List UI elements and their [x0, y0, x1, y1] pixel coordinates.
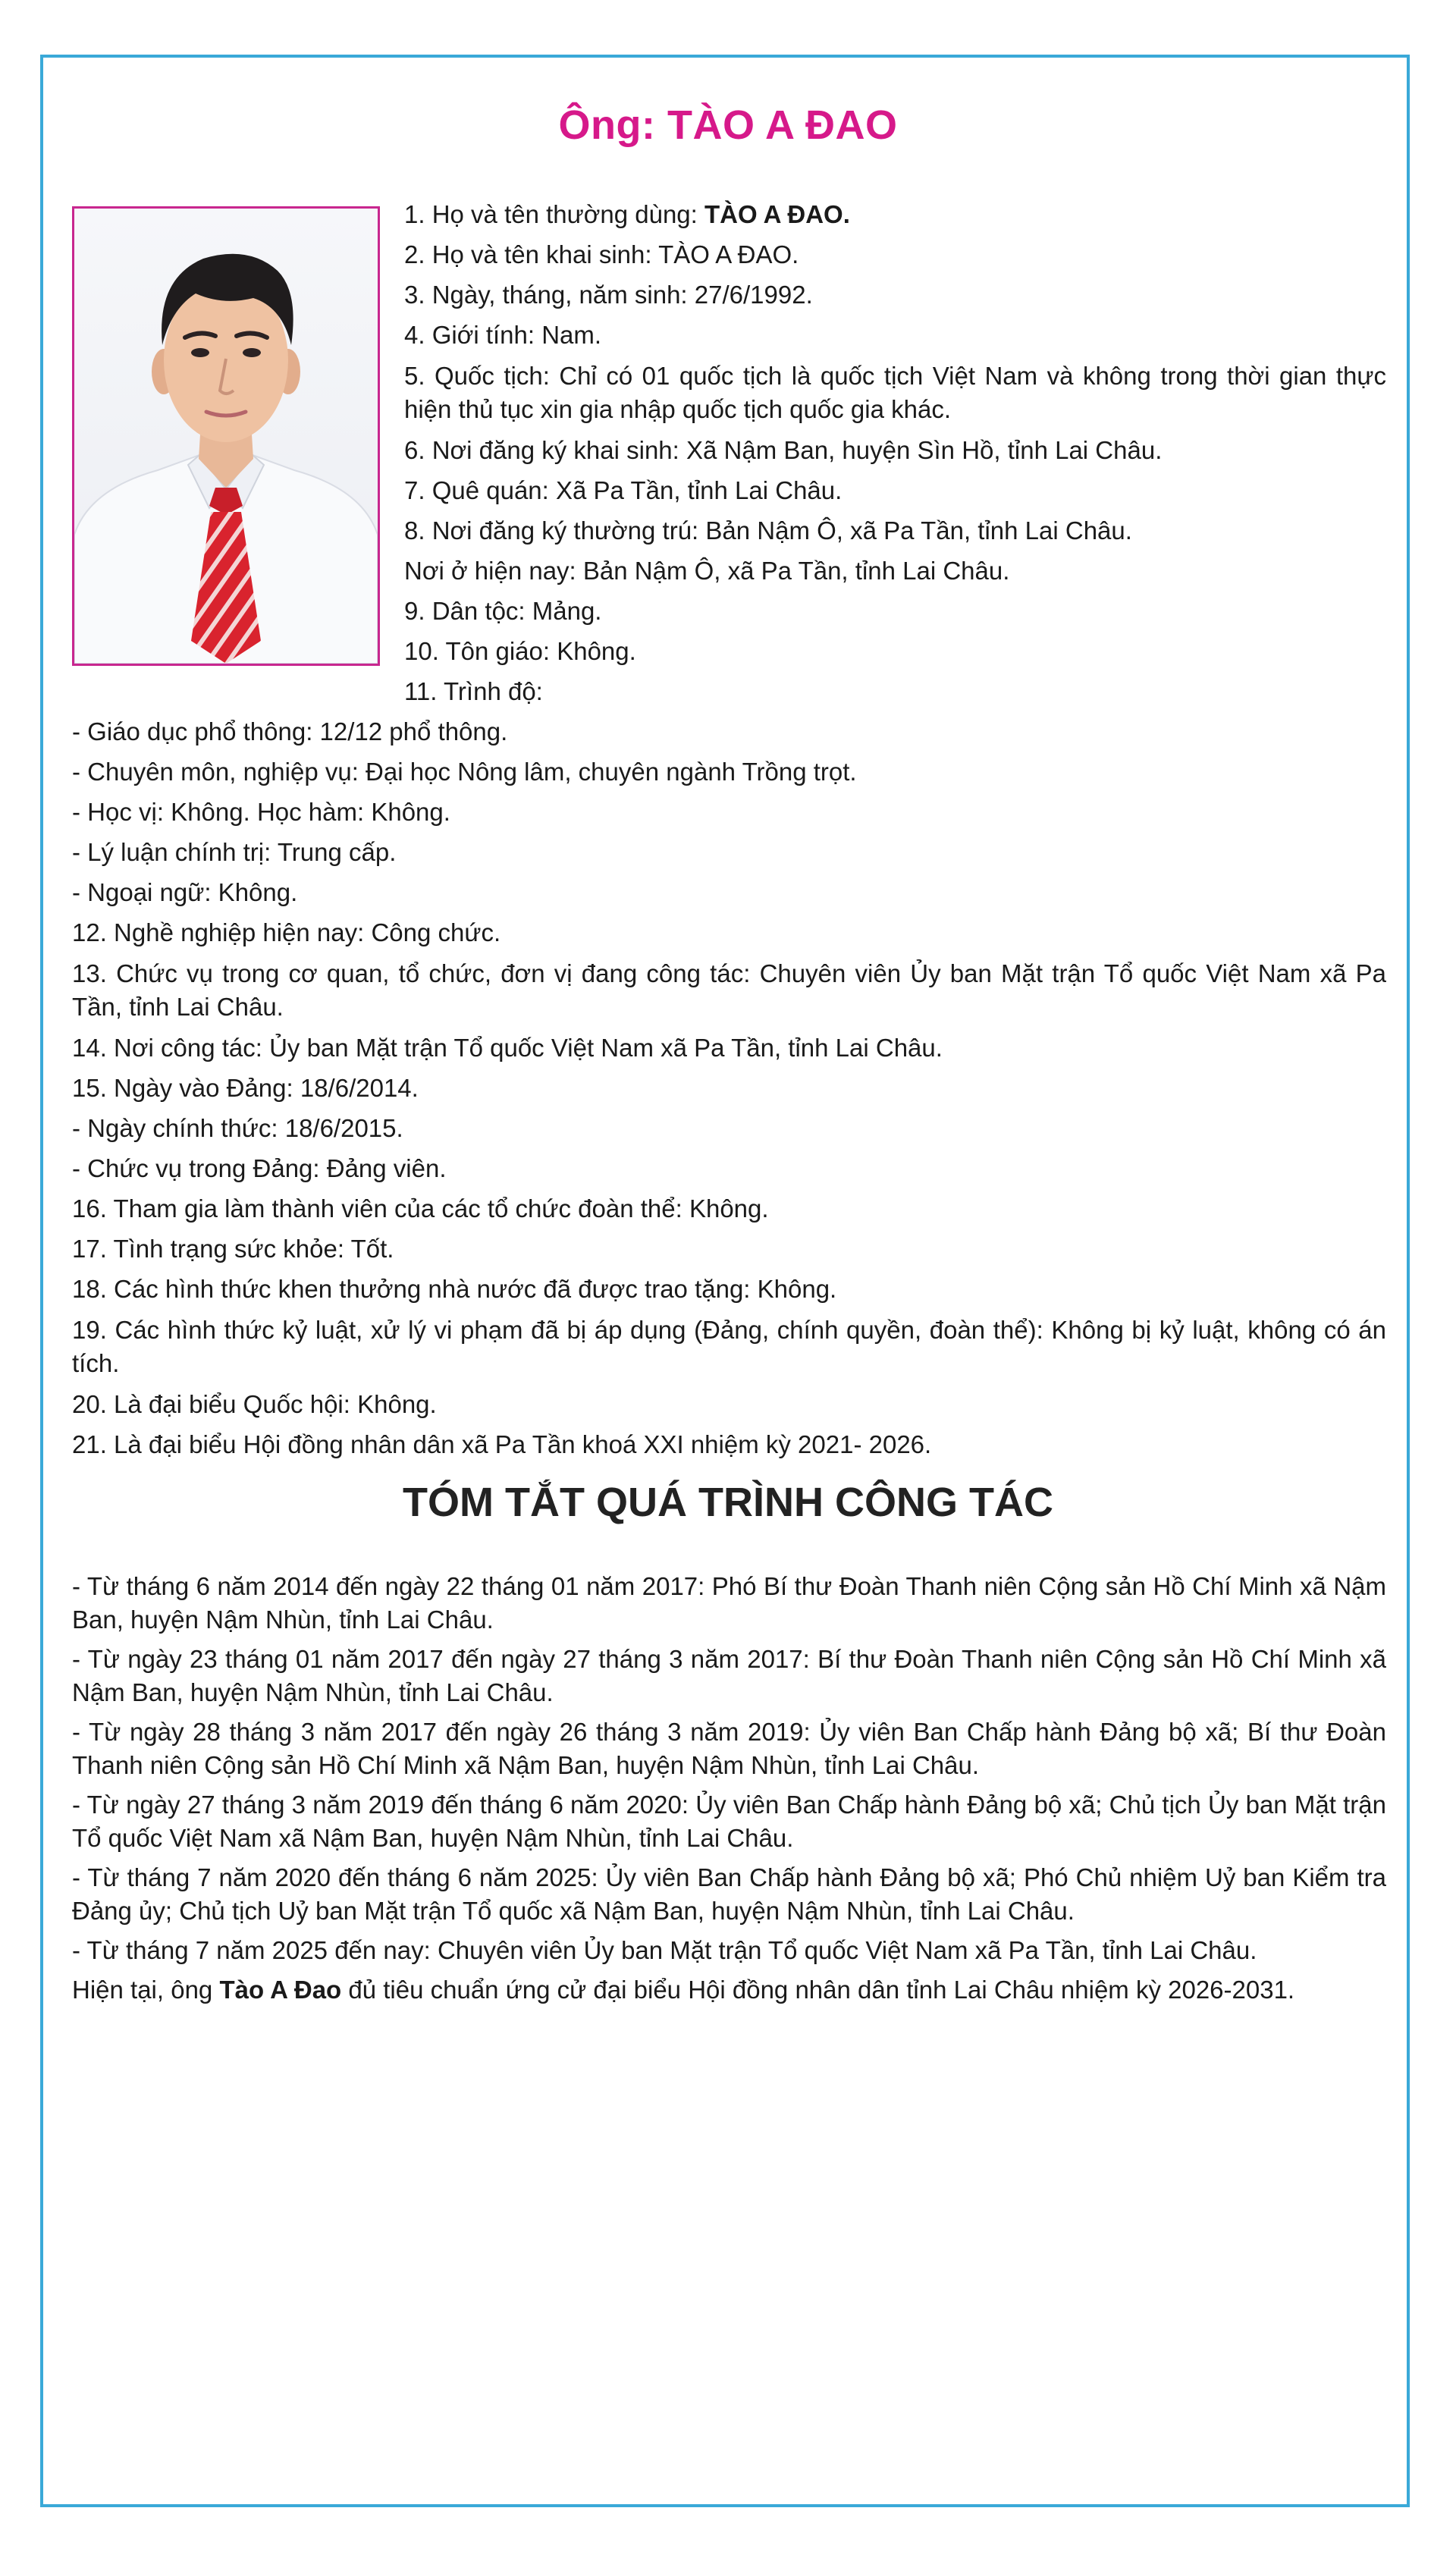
profile-line-7: 7. Quê quán: Xã Pa Tần, tỉnh Lai Châu.: [404, 476, 843, 504]
work-item: - Từ tháng 7 năm 2020 đến tháng 6 năm 2025: Ủy viên Ban Chấp hành Đảng bộ xã; Phó Chủ nhiệm Uỷ ban Kiểm tra Đảng ủy; Chủ tịch Uỷ ban Mặt trận Tổ quốc xã Nậm Ban, huyện Nậm Nhùn, tỉnh Lai Châu.: [72, 1863, 1386, 1925]
profile-line-14: 14. Nơi công tác: Ủy ban Mặt trận Tổ quốc Việt Nam xã Pa Tần, tỉnh Lai Châu.: [72, 1034, 943, 1062]
profile-line-15: 15. Ngày vào Đảng: 18/6/2014.: [72, 1074, 419, 1102]
work-item: - Từ tháng 7 năm 2025 đến nay: Chuyên viên Ủy ban Mặt trận Tổ quốc Việt Nam xã Pa Tần, tỉnh Lai Châu.: [72, 1936, 1257, 1964]
work-history: [72, 1570, 1386, 2013]
profile-line-12: 12. Nghề nghiệp hiện nay: Công chức.: [72, 918, 501, 946]
conclusion-prefix: Hiện tại, ông: [72, 1976, 220, 2004]
profile-line-5: 5. Quốc tịch: Chỉ có 01 quốc tịch là quốc tịch Việt Nam và không trong thời gian thực hiện thủ tục xin gia nhập quốc tịch quốc gia khác.: [404, 362, 1386, 423]
profile-info: [72, 194, 1386, 1464]
profile-line-degree: - Học vị: Không. Học hàm: Không.: [72, 798, 450, 826]
profile-line-10: 10. Tôn giáo: Không.: [404, 637, 636, 665]
profile-line-3: 3. Ngày, tháng, năm sinh: 27/6/1992.: [404, 281, 813, 309]
profile-line-16: 16. Tham gia làm thành viên của các tổ chức đoàn thể: Không.: [72, 1194, 769, 1223]
profile-line-party-role: - Chức vụ trong Đảng: Đảng viên.: [72, 1154, 447, 1182]
title-name: TÀO A ĐAO: [667, 102, 898, 148]
profile-line-residence: Nơi ở hiện nay: Bản Nậm Ô, xã Pa Tần, tỉnh Lai Châu.: [404, 557, 1010, 585]
work-history-title: TÓM TẮT QUÁ TRÌNH CÔNG TÁC: [403, 1480, 1053, 1525]
profile-label: 1. Họ và tên thường dùng:: [404, 200, 704, 228]
profile-line-education: - Giáo dục phổ thông: 12/12 phổ thông.: [72, 717, 508, 745]
profile-line-11: 11. Trình độ:: [404, 677, 543, 705]
page-title: [0, 102, 1456, 149]
profile-name-value: TÀO A ĐAO.: [704, 200, 850, 228]
profile-line-1: [72, 194, 1386, 234]
profile-line-politics: - Lý luận chính trị: Trung cấp.: [72, 838, 397, 866]
work-conclusion: [72, 1973, 1386, 2007]
profile-line-6: 6. Nơi đăng ký khai sinh: Xã Nậm Ban, huyện Sìn Hồ, tỉnh Lai Châu.: [404, 436, 1163, 464]
conclusion-suffix: đủ tiêu chuẩn ứng cử đại biểu Hội đồng nhân dân tỉnh Lai Châu nhiệm kỳ 2026-2031.: [341, 1976, 1295, 2004]
profile-line-8: 8. Nơi đăng ký thường trú: Bản Nậm Ô, xã Pa Tần, tỉnh Lai Châu.: [404, 516, 1132, 545]
profile-line-2: 2. Họ và tên khai sinh: TÀO A ĐAO.: [404, 240, 799, 268]
profile-line-language: - Ngoại ngữ: Không.: [72, 878, 298, 906]
profile-line-17: 17. Tình trạng sức khỏe: Tốt.: [72, 1235, 394, 1263]
work-item: - Từ ngày 23 tháng 01 năm 2017 đến ngày 27 tháng 3 năm 2017: Bí thư Đoàn Thanh niên Cộng sản Hồ Chí Minh xã Nậm Ban, huyện Nậm Nhùn, tỉnh Lai Châu.: [72, 1645, 1386, 1706]
profile-line-specialty: - Chuyên môn, nghiệp vụ: Đại học Nông lâm, chuyên ngành Trồng trọt.: [72, 758, 857, 786]
work-item: - Từ tháng 6 năm 2014 đến ngày 22 tháng 01 năm 2017: Phó Bí thư Đoàn Thanh niên Cộng sản Hồ Chí Minh xã Nậm Ban, huyện Nậm Nhùn, tỉnh Lai Châu.: [72, 1572, 1386, 1634]
work-item: - Từ ngày 28 tháng 3 năm 2017 đến ngày 26 tháng 3 năm 2019: Ủy viên Ban Chấp hành Đảng bộ xã; Bí thư Đoàn Thanh niên Cộng sản Hồ Chí Minh xã Nậm Ban, huyện Nậm Nhùn, tỉnh Lai Châu.: [72, 1718, 1386, 1779]
profile-line-4: 4. Giới tính: Nam.: [404, 321, 602, 349]
profile-line-13: 13. Chức vụ trong cơ quan, tổ chức, đơn vị đang công tác: Chuyên viên Ủy ban Mặt trận Tổ quốc Việt Nam xã Pa Tần, tỉnh Lai Châu.: [72, 959, 1386, 1021]
conclusion-name: Tào A Đao: [219, 1976, 342, 2004]
profile-line-21: 21. Là đại biểu Hội đồng nhân dân xã Pa Tần khoá XXI nhiệm kỳ 2021- 2026.: [72, 1430, 932, 1458]
profile-line-20: 20. Là đại biểu Quốc hội: Không.: [72, 1390, 437, 1418]
profile-line-9: 9. Dân tộc: Mảng.: [404, 597, 602, 625]
profile-line-official: - Ngày chính thức: 18/6/2015.: [72, 1114, 403, 1142]
work-item: - Từ ngày 27 tháng 3 năm 2019 đến tháng 6 năm 2020: Ủy viên Ban Chấp hành Đảng bộ xã; Chủ tịch Ủy ban Mặt trận Tổ quốc Việt Nam xã Nậm Ban, huyện Nậm Nhùn, tỉnh Lai Châu.: [72, 1791, 1386, 1852]
profile-line-18: 18. Các hình thức khen thưởng nhà nước đã được trao tặng: Không.: [72, 1275, 837, 1303]
title-prefix: Ông:: [558, 102, 667, 148]
profile-line-19: 19. Các hình thức kỷ luật, xử lý vi phạm đã bị áp dụng (Đảng, chính quyền, đoàn thể): Không bị kỷ luật, không có án tích.: [72, 1316, 1386, 1377]
